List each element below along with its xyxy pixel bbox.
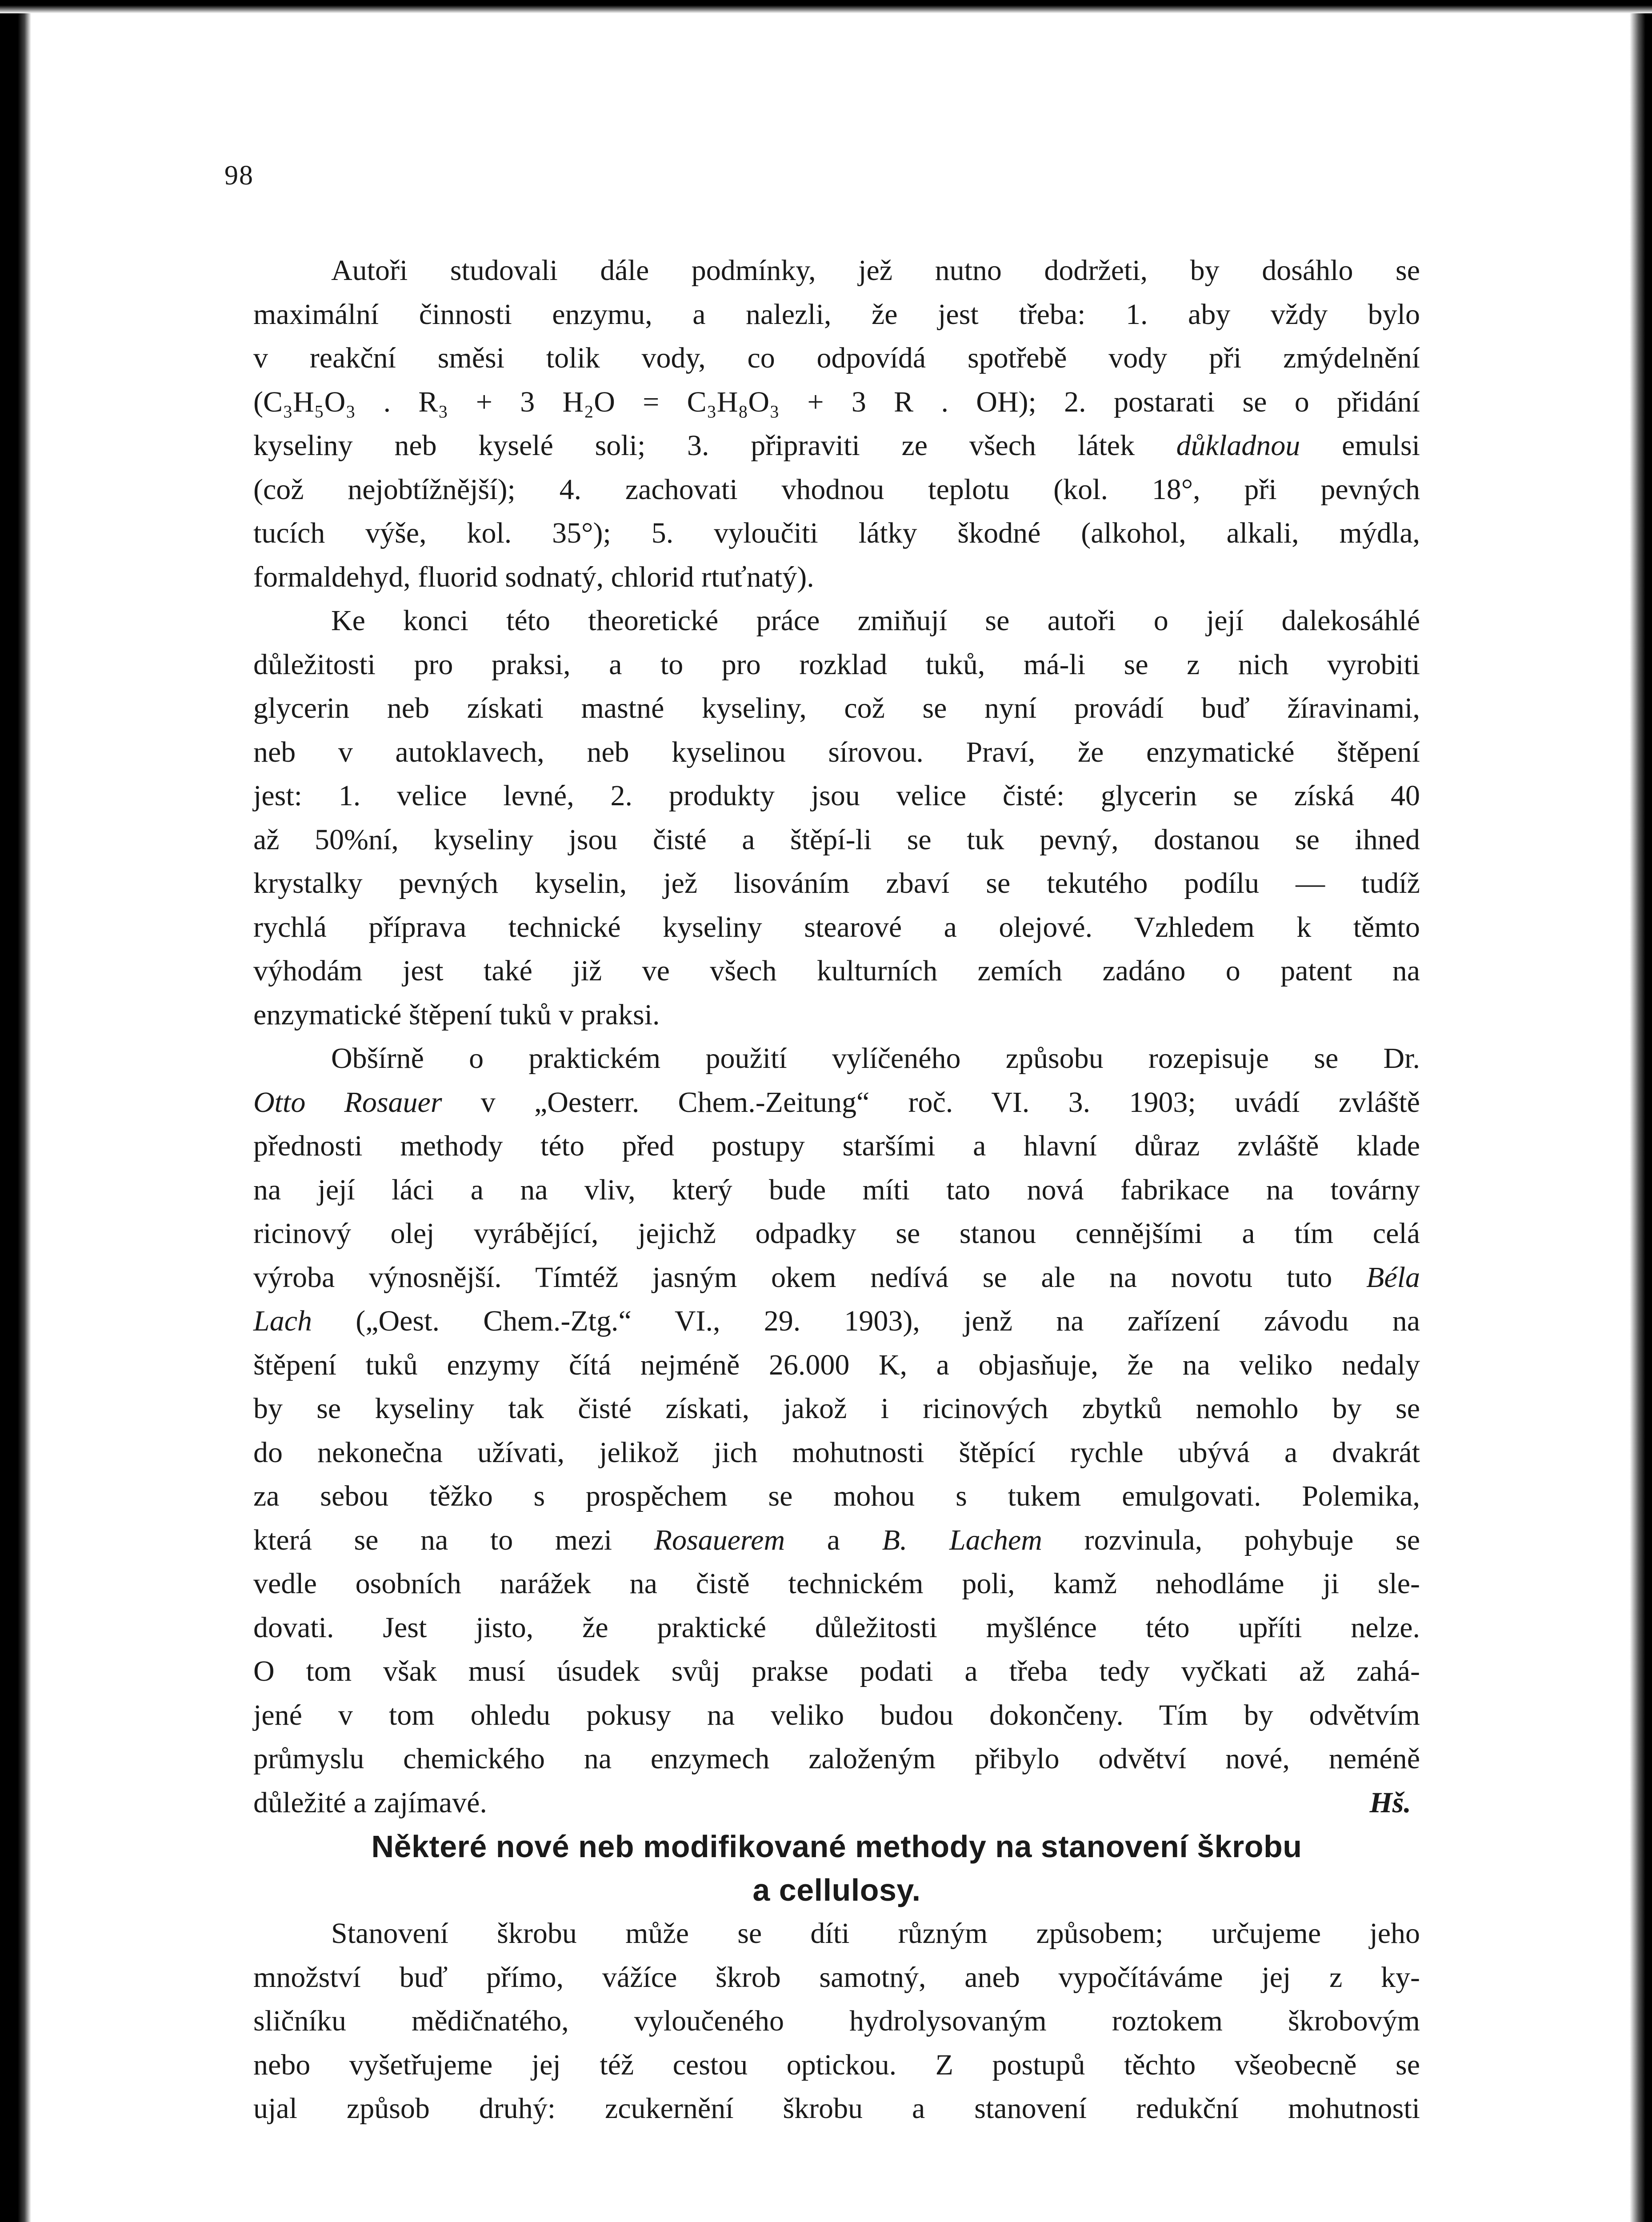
text-segment: emulsi bbox=[1300, 429, 1420, 462]
text-line: jené v tom ohledu pokusy na veliko budou dokončeny. Tím by odvětvím bbox=[253, 1698, 1420, 1731]
text-line: sličníku mědičnatého, vyloučeného hydrolysovaným roztokem škrobovým bbox=[253, 2005, 1420, 2037]
text-segment: rozvinula, pohybuje se bbox=[1042, 1523, 1420, 1556]
text-line bbox=[253, 1256, 1420, 1300]
text-segment: důležité a zajímavé. bbox=[253, 1786, 487, 1819]
heading-line: a cellulosy. bbox=[752, 1873, 921, 1907]
heading-line: Některé nové neb modifikované methody na stanovení škrobu bbox=[371, 1829, 1302, 1864]
text-line bbox=[253, 1299, 1420, 1343]
text-line: neb v autoklavech, neb kyselinou sírovou. Praví, že enzymatické štěpení bbox=[253, 735, 1420, 768]
text-line: O tom však musí úsudek svůj prakse podati a třeba tedy vyčkati až zahá- bbox=[253, 1655, 1420, 1687]
text-line: Ke konci této theoretické práce zmiňují se autoři o její dalekosáhlé bbox=[331, 604, 1420, 637]
text-line: rychlá příprava technické kyseliny stearové a olejové. Vzhledem k těmto bbox=[253, 911, 1420, 943]
text-line: množství buď přímo, vážíce škrob samotný, aneb vypočítáváme jej z ky- bbox=[253, 1961, 1420, 1994]
text-line: jest: 1. velice levné, 2. produkty jsou velice čisté: glycerin se získá 40 bbox=[253, 779, 1420, 812]
text-line bbox=[253, 1081, 1420, 1125]
text-line: (C₃H₅O₃ . R₃ + 3 H₂O = C₃H₈O₃ + 3 R . OH); 2. postarati se o přidání bbox=[253, 385, 1420, 418]
text-line: až 50%ní, kyseliny jsou čisté a štěpí-li se tuk pevný, dostanou se ihned bbox=[253, 823, 1420, 856]
text-line: glycerin neb získati mastné kyseliny, což se nyní provádí buď žíravinami, bbox=[253, 692, 1420, 724]
author-name: B. Lachem bbox=[882, 1523, 1042, 1556]
text-line: do nekonečna užívati, jelikož jich mohutnosti štěpící rychle ubývá a dvakrát bbox=[253, 1436, 1420, 1469]
text-line: enzymatické štěpení tuků v praksi. bbox=[253, 998, 660, 1031]
text-line: výhodám jest také již ve všech kulturních zemích zadáno o patent na bbox=[253, 955, 1420, 987]
section-heading bbox=[253, 1825, 1420, 1912]
text-line: krystalky pevných kyselin, jež lisováním zbaví se tekutého podílu — tudíž bbox=[253, 867, 1420, 899]
text-line: dovati. Jest jisto, že praktické důležitosti myšlénce této upříti nelze. bbox=[253, 1611, 1420, 1644]
paragraph-2 bbox=[253, 599, 1420, 1037]
text-segment: výroba výnosnější. Tímtéž jasným okem nedívá se ale na novotu tuto bbox=[253, 1261, 1367, 1294]
paragraph-1 bbox=[253, 249, 1420, 599]
text-line: štěpení tuků enzymy čítá nejméně 26.000 K, a objasňuje, že na veliko nedaly bbox=[253, 1348, 1420, 1381]
text-line: Obšírně o praktickém použití vylíčeného způsobu rozepisuje se Dr. bbox=[331, 1042, 1420, 1075]
text-line: ujal způsob druhý: zcukernění škrobu a stanovení redukční mohutnosti bbox=[253, 2092, 1420, 2125]
text-segment: a bbox=[785, 1523, 882, 1556]
text-line: formaldehyd, fluorid sodnatý, chlorid rtuťnatý). bbox=[253, 560, 814, 593]
scan-edge-right bbox=[1630, 0, 1652, 2222]
text-line: Stanovení škrobu může se díti různým způsobem; určujeme jeho bbox=[331, 1917, 1420, 1950]
author-name: Otto Rosauer bbox=[253, 1086, 442, 1119]
text-segment: („Oest. Chem.-Ztg.“ VI., 29. 1903), jenž na zařízení závodu na bbox=[312, 1305, 1420, 1337]
text-segment: v „Oesterr. Chem.-Zeitung“ roč. VI. 3. 1903; uvádí zvláště bbox=[442, 1086, 1420, 1119]
text-line: by se kyseliny tak čisté získati, jakož i ricinových zbytků nemohlo by se bbox=[253, 1392, 1420, 1425]
text-line: maximální činnosti enzymu, a nalezli, že jest třeba: 1. aby vždy bylo bbox=[253, 298, 1420, 331]
text-segment: která se na to mezi bbox=[253, 1523, 654, 1556]
text-line: nebo vyšetřujeme jej též cestou optickou. Z postupů těchto všeobecně se bbox=[253, 2048, 1420, 2081]
paragraph-3 bbox=[253, 1037, 1420, 1825]
author-name: Rosauerem bbox=[654, 1523, 785, 1556]
text-line: v reakční směsi tolik vody, co odpovídá spotřebě vody při zmýdelnění bbox=[253, 342, 1420, 374]
body-text bbox=[253, 249, 1420, 2131]
text-line bbox=[253, 1781, 1420, 1825]
text-line: na její láci a na vliv, který bude míti tato nová fabrikace na továrny bbox=[253, 1173, 1420, 1206]
signature: Hš. bbox=[1369, 1786, 1411, 1819]
text-line bbox=[253, 424, 1420, 468]
text-line: přednosti methody této před postupy staršími a hlavní důraz zvláště klade bbox=[253, 1130, 1420, 1162]
scan-edge-top bbox=[0, 0, 1652, 13]
author-name: Lach bbox=[253, 1305, 312, 1337]
author-name: Béla bbox=[1366, 1261, 1420, 1294]
text-line: za sebou těžko s prospěchem se mohou s tukem emulgovati. Polemika, bbox=[253, 1480, 1420, 1512]
text-line: (což nejobtížnější); 4. zachovati vhodnou teplotu (kol. 18°, při pevných bbox=[253, 473, 1420, 506]
text-segment: kyseliny neb kyselé soli; 3. připraviti ze všech látek bbox=[253, 429, 1176, 462]
emphasis-text: důkladnou bbox=[1176, 429, 1300, 462]
page-number: 98 bbox=[224, 160, 254, 191]
text-line: důležitosti pro praksi, a to pro rozklad tuků, má-li se z nich vyrobiti bbox=[253, 648, 1420, 681]
paragraph-4 bbox=[253, 1912, 1420, 2131]
text-line: Autoři studovali dále podmínky, jež nutno dodržeti, by dosáhlo se bbox=[331, 254, 1420, 287]
text-line: ricinový olej vyrábějící, jejichž odpadky se stanou cennějšími a tím celá bbox=[253, 1217, 1420, 1250]
scan-edge-left bbox=[0, 0, 31, 2222]
text-line: průmyslu chemického na enzymech založeným přibylo odvětví nové, neméně bbox=[253, 1742, 1420, 1775]
text-line: vedle osobních narážek na čistě technickém poli, kamž nehodláme ji sle- bbox=[253, 1567, 1420, 1600]
text-line: tucích výše, kol. 35°); 5. vyloučiti látky škodné (alkohol, alkali, mýdla, bbox=[253, 517, 1420, 549]
text-line bbox=[253, 1519, 1420, 1563]
